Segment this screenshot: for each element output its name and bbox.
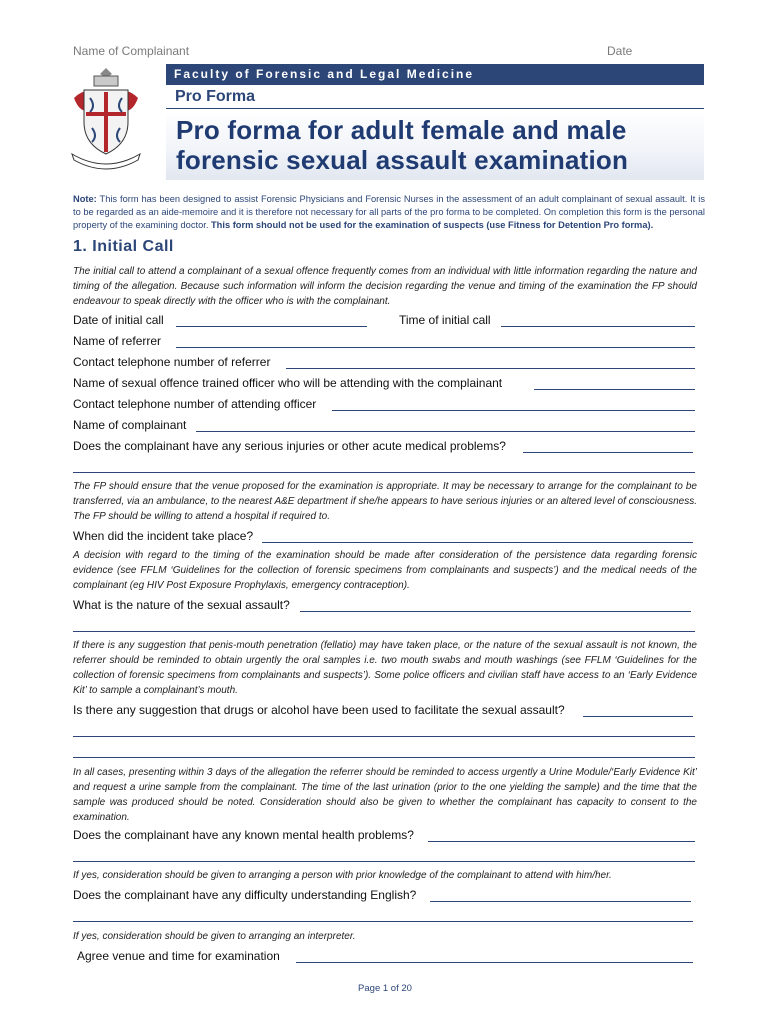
english-field-2[interactable] <box>73 921 693 922</box>
mental-health-field[interactable] <box>428 841 695 842</box>
english-label: Does the complainant have any difficulty understanding English? <box>73 888 417 902</box>
name-of-complainant-label: Name of Complainant <box>73 44 190 58</box>
name-referrer-label: Name of referrer <box>73 334 162 348</box>
interpreter-guidance: If yes, consideration should be given to arranging an interpreter. <box>73 931 356 942</box>
title-line-2: forensic sexual assault examination <box>176 145 629 175</box>
drugs-alcohol-field[interactable] <box>583 716 693 717</box>
section-heading: 1. Initial Call <box>73 238 174 255</box>
venue-time-label: Agree venue and time for examination <box>77 949 280 963</box>
contact-referrer-label: Contact telephone number of referrer <box>73 355 271 369</box>
mental-health-field-2[interactable] <box>73 861 695 862</box>
date-initial-call-label: Date of initial call <box>73 313 164 327</box>
note-bold-text: This form should not be used for the examination of suspects (use Fitness for Detention Pro forma). <box>211 220 654 230</box>
document-title <box>176 115 628 175</box>
venue-time-field[interactable] <box>296 962 693 963</box>
time-initial-call-field[interactable] <box>501 326 695 327</box>
note-paragraph <box>73 193 705 232</box>
nature-assault-field[interactable] <box>300 611 691 612</box>
date-initial-call-field[interactable] <box>176 326 367 327</box>
drugs-alcohol-field-2[interactable] <box>73 736 695 737</box>
serious-injuries-field[interactable] <box>523 452 693 453</box>
nature-assault-label: What is the nature of the sexual assault? <box>73 598 290 612</box>
incident-when-label: When did the incident take place? <box>73 529 254 543</box>
date-label: Date <box>607 44 633 58</box>
time-initial-call-label: Time of initial call <box>399 313 491 327</box>
english-field[interactable] <box>430 901 691 902</box>
title-line-1: Pro forma for adult female and male <box>176 115 627 145</box>
name-complainant-label: Name of complainant <box>73 418 187 432</box>
name-officer-label: Name of sexual offence trained officer who will be attending with the complainant <box>73 376 503 390</box>
name-referrer-field[interactable] <box>176 347 695 348</box>
pro-forma-label: Pro Forma <box>175 88 256 105</box>
intro-guidance: The initial call to attend a complainant of a sexual offence frequently comes from an individual with little information regarding the nature and timing of the allegation. Because such information will inform the decision regarding the venue and timing of the examination the FP should endeavour to speak directly with the officer who is with the complainant. <box>73 266 697 307</box>
urine-guidance: In all cases, presenting within 3 days of the allegation the referrer should be reminded to access urgently a Urine Module/‘Early Evidence Kit’ and request a urine sample from the complainant. The time of the last urination (prior to the one yielding the sample) and the time that the sample was produced should be noted. Consideration should also be given to whether the complainant has capacity to consent to the examination. <box>73 767 697 823</box>
ffml-crest-logo <box>60 62 152 172</box>
contact-officer-field[interactable] <box>332 410 695 411</box>
name-officer-field[interactable] <box>534 389 695 390</box>
fellatio-guidance: If there is any suggestion that penis-mouth penetration (fellatio) may have taken place, or the nature of the sexual assault is not known, the referrer should be reminded to obtain urgently the oral samples i.e. two mouth swabs and mouth washings (see FFLM ‘Guidelines for the collection of forensic specimens from complainants and suspects’). Some police officers and civilian staff have access to an ‘Early Evidence Kit’ to sample a complainant’s mouth. <box>73 640 697 696</box>
note-text: This form has been designed to assist Forensic Physicians and Forensic Nurses in the assessment of an adult complainant of sexual assault. It is to be regarded as an aide-memoire and it is therefore not necessary for all parts of the pro forma to be completed. On completion this form is the personal property of the examining doctor. <box>73 194 705 230</box>
incident-when-field[interactable] <box>262 542 693 543</box>
faculty-banner: Faculty of Forensic and Legal Medicine <box>166 64 704 85</box>
contact-officer-label: Contact telephone number of attending officer <box>73 397 317 411</box>
drugs-alcohol-label: Is there any suggestion that drugs or alcohol have been used to facilitate the sexual assault? <box>73 703 565 717</box>
mental-health-guidance: If yes, consideration should be given to arranging a person with prior knowledge of the complainant to attend with him/her. <box>73 870 612 881</box>
serious-injuries-field-2[interactable] <box>73 472 695 473</box>
name-complainant-field[interactable] <box>196 431 695 432</box>
timing-guidance: A decision with regard to the timing of the examination should be made after consideration of the persistence data regarding forensic evidence (see FFLM ‘Guidelines for the collection of forensic specimens from complainants and suspects’) and the medical needs of the complainant (eg HIV Post Exposure Prophylaxis, emergency contraception). <box>73 550 697 591</box>
serious-injuries-label: Does the complainant have any serious injuries or other acute medical problems? <box>73 439 506 453</box>
page-number: Page 1 of 20 <box>358 983 412 994</box>
venue-guidance: The FP should ensure that the venue proposed for the examination is appropriate. It may be necessary to arrange for the complainant to be transferred, via an ambulance, to the nearest A&E department if she/he appears to have serious injuries or an altered level of consciousness. The FP should be willing to attend a hospital if required to. <box>73 481 697 522</box>
drugs-alcohol-field-3[interactable] <box>73 757 695 758</box>
nature-assault-field-2[interactable] <box>73 631 695 632</box>
contact-referrer-field[interactable] <box>286 368 695 369</box>
note-label: Note: <box>73 194 97 204</box>
mental-health-label: Does the complainant have any known mental health problems? <box>73 828 414 842</box>
divider <box>166 108 704 109</box>
